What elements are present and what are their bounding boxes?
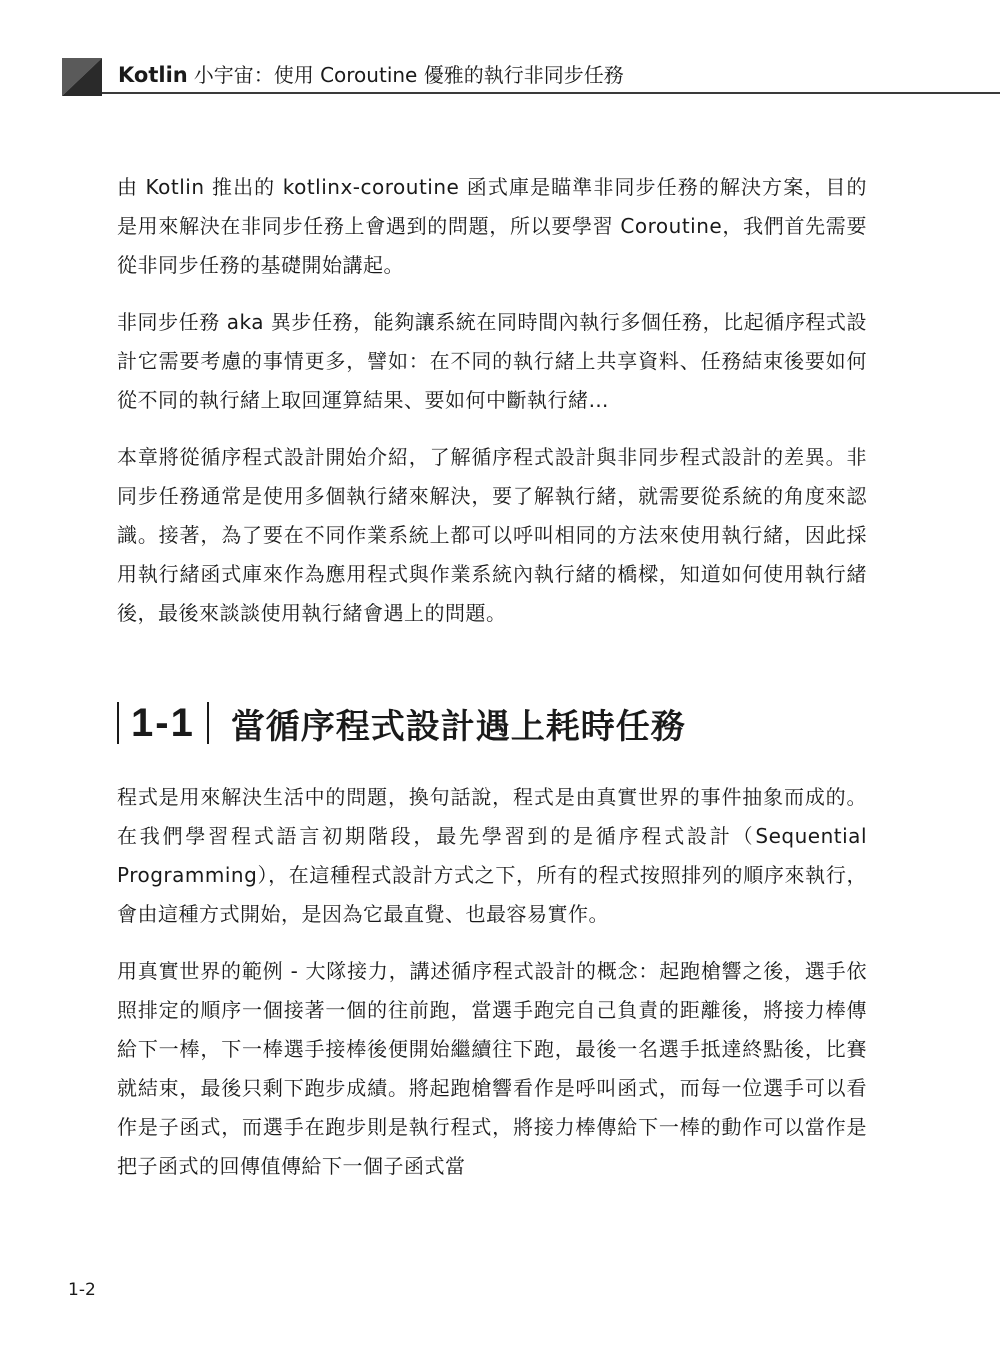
- section-paragraph-1: 程式是用來解決生活中的問題，換句話說，程式是由真實世界的事件抽象而成的。在我們學習程式語言初期階段，最先學習到的是循序程式設計（Sequential Programming），在這種程式設計方式之下，所有的程式按照排列的順序來執行，會由這種方式開始，是因為它最直覺、也最容易實作。: [117, 785, 867, 926]
- section-heading-bar-right: [207, 702, 209, 744]
- header-rule: [102, 92, 1000, 94]
- section-number: 1-1: [131, 700, 195, 745]
- section-heading: [117, 693, 686, 753]
- running-title-subtitle: 小宇宙：使用 Coroutine 優雅的執行非同步任務: [193, 63, 624, 87]
- section-paragraph-2: 用真實世界的範例 - 大隊接力，講述循序程式設計的概念：起跑槍響之後，選手依照排定的順序一個接著一個的往前跑，當選手跑完自己負責的距離後，將接力棒傳給下一棒，下一棒選手接棒後便開始繼續往下跑，最後一名選手抵達終點後，比賽就結束，最後只剩下跑步成績。將起跑槍響看作是呼叫函式，而每一位選手可以看作是子函式，而選手在跑步則是執行程式，將接力棒傳給下一棒的動作可以當作是把子函式的回傳值傳給下一個子函式當: [117, 959, 867, 1178]
- intro-paragraph-2: 非同步任務 aka 異步任務，能夠讓系統在同時間內執行多個任務，比起循序程式設計它需要考慮的事情更多，譬如：在不同的執行緒上共享資料、任務結束後要如何從不同的執行緒上取回運算結果、要如何中斷執行緒…: [117, 310, 867, 412]
- section-title: 當循序程式設計遇上耗時任務: [230, 706, 686, 747]
- intro-paragraph-3: 本章將從循序程式設計開始介紹，了解循序程式設計與非同步程式設計的差異。非同步任務通常是使用多個執行緒來解決，要了解執行緒，就需要從系統的角度來認識。接著，為了要在不同作業系統上都可以呼叫相同的方法來使用執行緒，因此採用執行緒函式庫來作為應用程式與作業系統內執行緒的橋樑，知道如何使用執行緒後，最後來談談使用執行緒會遇上的問題。: [117, 445, 867, 625]
- intro-section: [117, 168, 867, 651]
- header-corner-mark: [62, 58, 102, 96]
- page-header: [0, 0, 1000, 100]
- intro-paragraph-1: 由 Kotlin 推出的 kotlinx-coroutine 函式庫是瞄準非同步任務的解決方案，目的是用來解決在非同步任務上會遇到的問題，所以要學習 Coroutine，我們首先需要從非同步任務的基礎開始講起。: [117, 175, 867, 277]
- page-number: 1-2: [68, 1280, 96, 1300]
- running-title-brand: Kotlin: [118, 63, 188, 87]
- running-title: [118, 62, 624, 88]
- section-body: [117, 778, 867, 1204]
- section-heading-bar-left: [117, 702, 119, 744]
